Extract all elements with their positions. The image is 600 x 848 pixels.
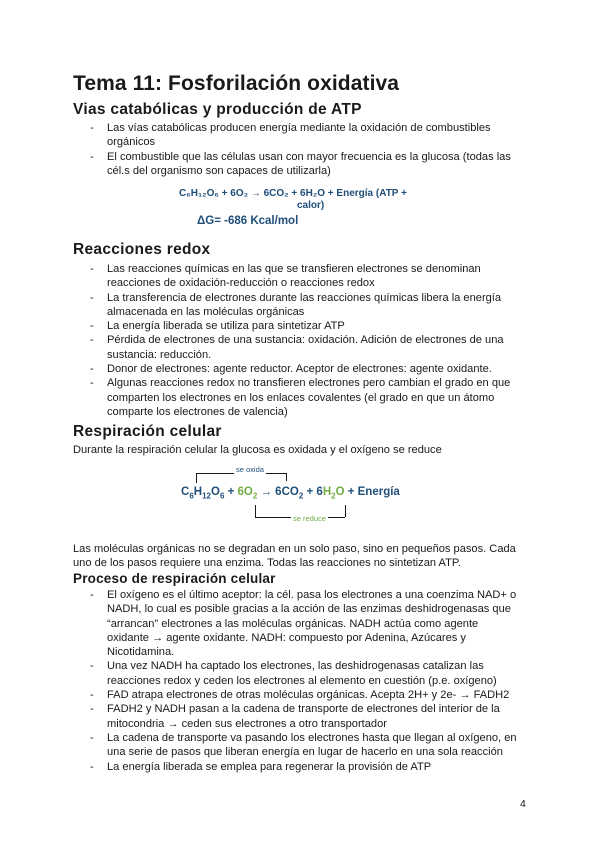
list-item: - El combustible que las células usan con mayor frecuencia es la glucosa (todas las cél.s del organismo son capaces de utilizarla) — [73, 150, 521, 179]
oxida-label: se oxida — [236, 465, 264, 474]
heading-respiracion: Respiración celular — [73, 423, 222, 440]
list-proceso — [73, 588, 521, 774]
reduce-bracket-right — [345, 505, 346, 517]
reduce-label: se reduce — [293, 514, 326, 523]
equation-line-1: C₆H₁₂O₆ + 6O₂ → 6CO₂ + 6H₂O + Energía (ATP + — [179, 188, 407, 199]
list-item: - La energía liberada se emplea para regenerar la provisión de ATP — [73, 760, 521, 774]
list-item: - Las vías catabólicas producen energía mediante la oxidación de combustibles orgánicos — [73, 121, 521, 150]
list-item: - La cadena de transporte va pasando los electrones hasta que llegan al oxígeno, en una serie de pasos que liberan energía en lugar de hacerlo en una sola reacción — [73, 731, 521, 760]
heading-redox: Reacciones redox — [73, 241, 211, 258]
list-vias — [73, 121, 521, 178]
oxida-bracket-left — [196, 473, 197, 483]
heading-proceso: Proceso de respiración celular — [73, 571, 276, 586]
respiracion-intro: Durante la respiración celular la glucosa es oxidada y el oxígeno se reduce — [73, 444, 442, 456]
equation-line-2: calor) — [297, 200, 325, 211]
page-number: 4 — [520, 798, 526, 810]
list-item: - Las reacciones químicas en las que se transfieren electrones se denominan reacciones de oxidación-reducción o reacciones redox — [73, 262, 521, 291]
list-item: - Pérdida de electrones de una sustancia: oxidación. Adición de electrones de una sustancia: reducción. — [73, 333, 521, 362]
list-item: - FAD atrapa electrones de otras moléculas orgánicas. Acepta 2H+ y 2e- → FADH2 — [73, 688, 521, 702]
list-item: - Donor de electrones: agente reductor. Aceptor de electrones: agente oxidante. — [73, 362, 521, 376]
list-item: - El oxígeno es el último aceptor: la cél. pasa los electrones a una coenzima NAD+ o NADH, lo cual es posible gracias a la acción de las enzimas deshidrogenasas que “arrancan” electrones a las moléculas orgánicas. NADH actúa como agente oxidante → agente oxidante. NADH: compuesto por Adenina, Azúcares y Nicotidamina. — [73, 588, 521, 659]
list-item: - La transferencia de electrones durante las reacciones químicas libera la energía almacenada en las moléculas orgánicas — [73, 291, 521, 320]
list-item: - La energía liberada se utiliza para sintetizar ATP — [73, 319, 521, 333]
oxida-bracket-right — [286, 473, 287, 481]
heading-vias: Vias catabólicas y producción de ATP — [73, 101, 362, 118]
respiracion-paragraph: Las moléculas orgánicas no se degradan en un solo paso, sino en pequeños pasos. Cada uno de los pasos requiere una enzima. Todas las reacciones no sintetizan ATP. — [73, 543, 516, 570]
equation-glucose-oxidation — [179, 188, 407, 212]
delta-g-value: ΔG= -686 Kcal/mol — [197, 215, 299, 227]
reduce-bracket-left — [255, 505, 256, 517]
list-redox — [73, 262, 521, 419]
list-item: - FADH2 y NADH pasan a la cadena de transporte de electrones del interior de la mitocondria → ceden sus electrones a otro transportador — [73, 702, 521, 731]
list-item: - Una vez NADH ha captado los electrones, las deshidrogenasas catalizan las reacciones redox y ceden los electrones al elemento en cuestión (p.e. oxígeno) — [73, 659, 521, 688]
list-item: - Algunas reacciones redox no transfieren electrones pero cambian el grado en que comparten los electrones en los enlaces covalentes (el grado en que un átomo comparte los electrones de valencia) — [73, 376, 521, 419]
page-title: Tema 11: Fosforilación oxidativa — [73, 72, 400, 95]
respiration-equation: $C_6H_{12}O_6 + 6O_2 \to 6CO_2 + 6H_2O$ + Energía — [181, 486, 400, 501]
